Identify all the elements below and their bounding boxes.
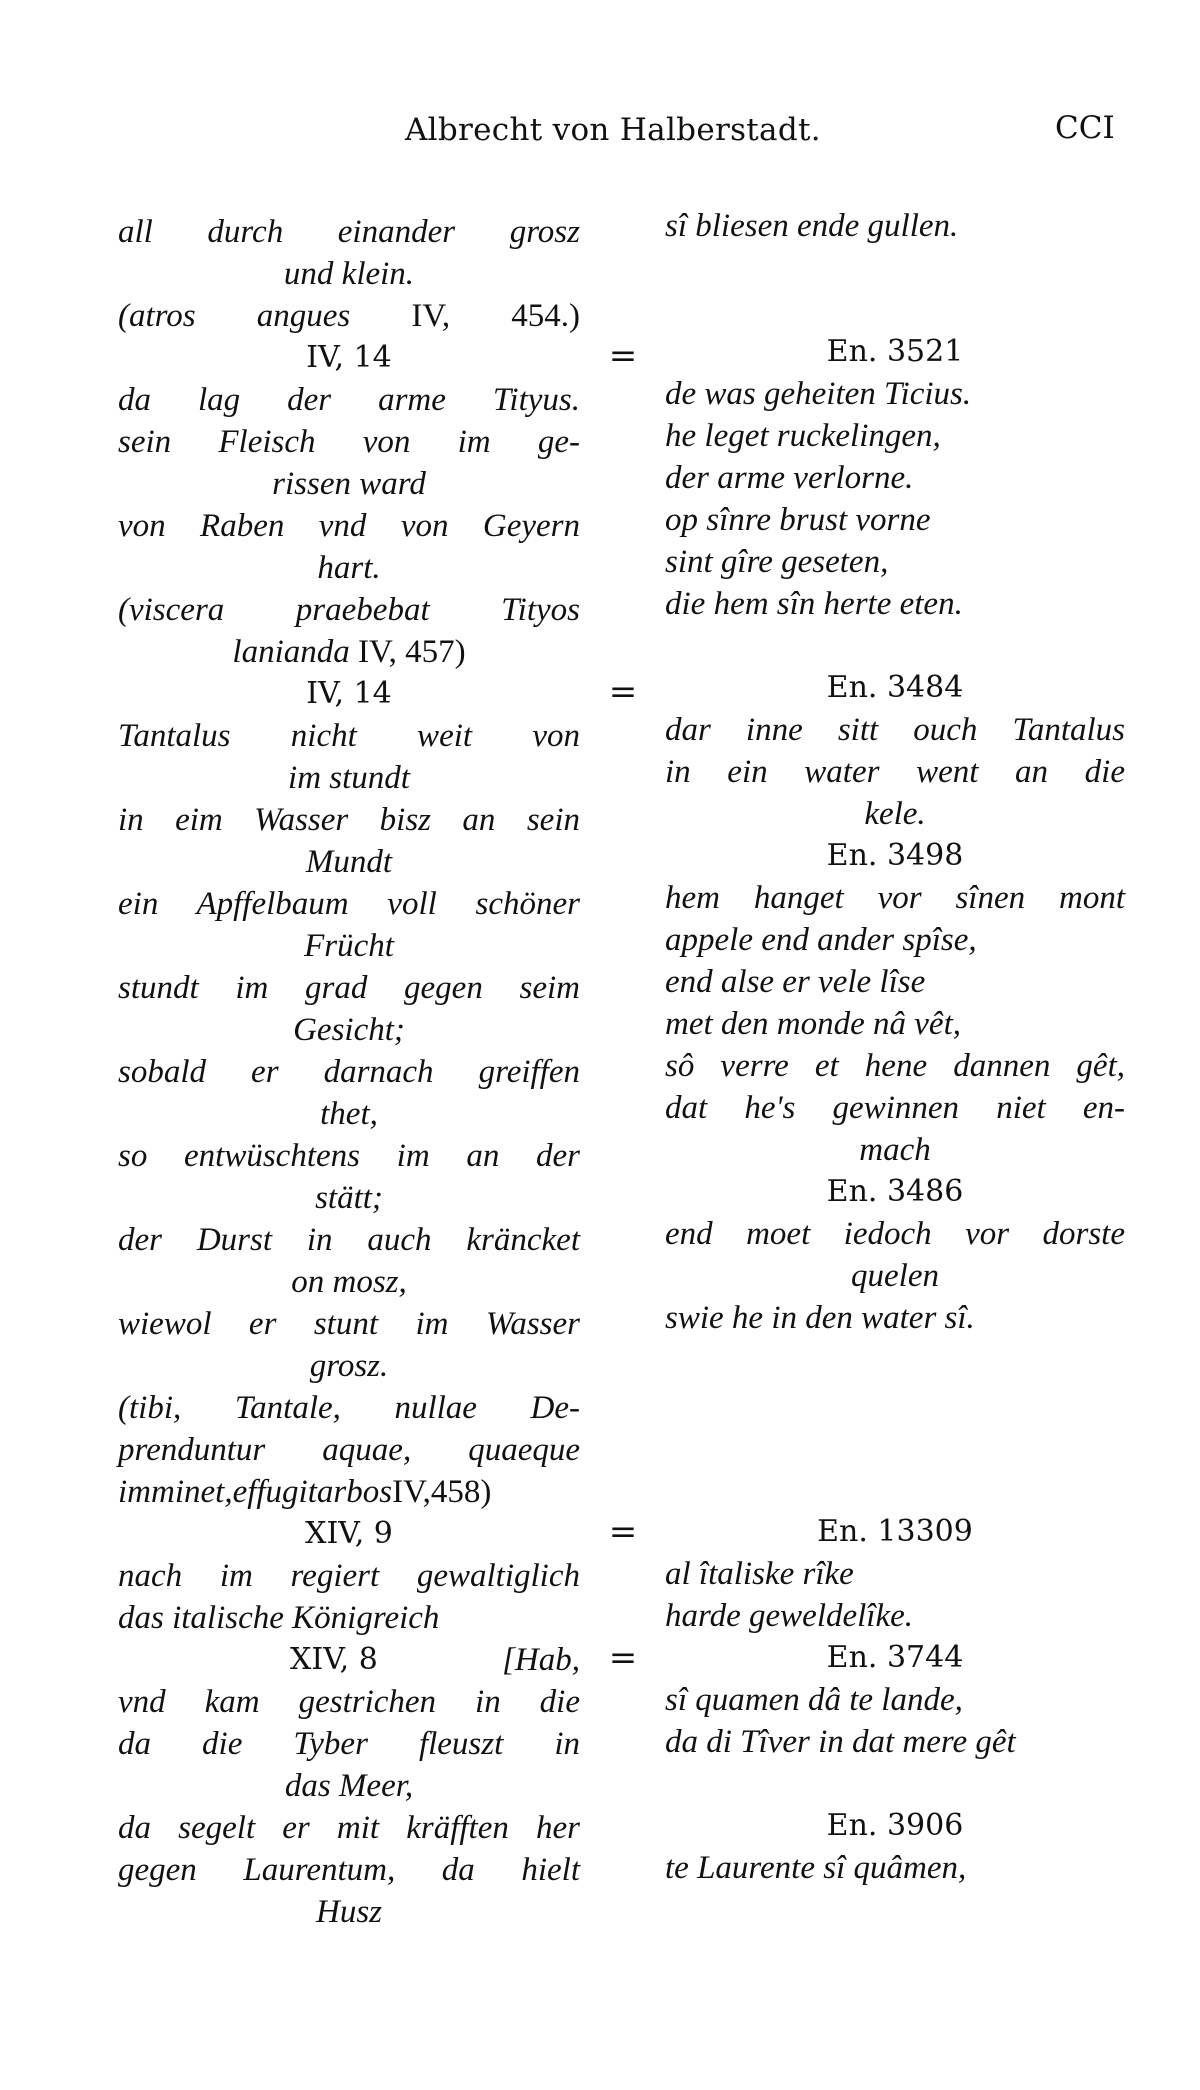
left-line: Frücht (304, 928, 394, 964)
equals-sign: = (608, 1638, 638, 1678)
left-line: im stundt (288, 760, 410, 796)
right-line: dar inne sitt ouch Tantalus (665, 712, 1125, 748)
left-line: stätt; (315, 1180, 383, 1216)
left-line: vnd kam gestrichen in die (118, 1684, 580, 1720)
right-line: sint gîre geseten, (665, 544, 889, 580)
left-line: on mosz, (291, 1264, 407, 1300)
right-line: harde geweldelîke. (665, 1598, 914, 1634)
right-reference: En. 3486 (826, 1174, 964, 1209)
left-line: wiewol er stunt im Wasser (118, 1306, 580, 1342)
right-reference: En. 3906 (826, 1808, 964, 1843)
left-line: all durch einander grosz (118, 214, 580, 250)
left-line: thet, (320, 1096, 378, 1132)
right-reference: En. 3484 (826, 670, 964, 705)
left-reference: IV, 14 (306, 340, 392, 375)
left-line: Husz (315, 1894, 383, 1930)
left-reference: XIV, 9 (305, 1516, 393, 1551)
left-line: sobald er darnach greiffen (118, 1054, 580, 1090)
left-reference: XIV, 8 (290, 1642, 378, 1677)
right-line: sô verre et hene dannen gêt, (665, 1048, 1125, 1084)
left-line: so entwüschtens im an der (118, 1138, 580, 1174)
left-line-text: imminet,effugitarbos (118, 1474, 393, 1510)
right-line: met den monde nâ vêt, (665, 1006, 961, 1042)
right-line: te Laurente sî quâmen, (665, 1850, 967, 1886)
left-line-ref: IV, 454.) (411, 298, 580, 334)
right-line: mach (859, 1132, 931, 1168)
left-line-ref: IV,458) (392, 1474, 492, 1510)
left-line-ref: IV, 457) (358, 634, 466, 670)
left-line: von Raben vnd von Geyern (118, 508, 580, 544)
right-line: appele end ander spîse, (665, 922, 977, 958)
left-line: Mundt (305, 844, 393, 880)
right-line: quelen (851, 1258, 939, 1294)
left-reference: IV, 14 (306, 676, 392, 711)
page-number: CCI (1055, 110, 1115, 146)
header-title: Albrecht von Halberstadt. (405, 112, 821, 148)
left-line: das Meer, (284, 1768, 414, 1804)
right-line: swie he in den water sî. (665, 1300, 975, 1336)
left-line: grosz. (309, 1348, 389, 1384)
left-line (118, 632, 580, 672)
left-line: (viscera praebebat Tityos (118, 592, 580, 628)
right-line: end alse er vele lîse (665, 964, 926, 1000)
right-line: in ein water went an die (665, 754, 1125, 790)
left-line: gegen Laurentum, da hielt (118, 1852, 580, 1888)
right-reference: En. 3498 (826, 838, 964, 873)
equals-sign: = (608, 672, 638, 712)
left-line: der Durst in auch kräncket (118, 1222, 580, 1258)
left-line (118, 1472, 580, 1512)
right-reference: En. 3744 (826, 1640, 964, 1675)
right-line: hem hanget vor sînen mont (665, 880, 1125, 916)
left-line: rissen ward (272, 466, 426, 502)
right-line: da di Tîver in dat mere gêt (665, 1724, 1016, 1760)
left-line: und klein. (283, 256, 415, 292)
right-line: he leget ruckelingen, (665, 418, 941, 454)
right-line: end moet iedoch vor dorste (665, 1216, 1125, 1252)
left-line-text: lanianda (232, 634, 359, 670)
left-line: Gesicht; (293, 1012, 405, 1048)
right-line: de was geheiten Ticius. (665, 376, 972, 412)
equals-sign: = (608, 336, 638, 376)
left-line: nach im regiert gewaltiglich (118, 1558, 580, 1594)
right-line: al îtaliske rîke (665, 1556, 854, 1592)
left-line (118, 296, 580, 336)
left-line: das italische Königreich (118, 1600, 440, 1636)
right-line: kele. (864, 796, 926, 832)
left-line: (tibi, Tantale, nullae De- (118, 1390, 580, 1426)
left-line: da die Tyber fleuszt in (118, 1726, 580, 1762)
right-line: die hem sîn herte eten. (665, 586, 963, 622)
equals-sign: = (608, 1512, 638, 1552)
left-line-text: (atros angues (118, 298, 412, 334)
left-line: stundt im grad gegen seim (118, 970, 580, 1006)
left-line: in eim Wasser bisz an sein (118, 802, 580, 838)
right-line: op sînre brust vorne (665, 502, 931, 538)
right-line: dat he's gewinnen niet en- (665, 1090, 1125, 1126)
left-line: da lag der arme Tityus. (118, 382, 580, 418)
right-line: sî bliesen ende gullen. (665, 208, 959, 244)
left-line: hart. (317, 550, 381, 586)
left-line: da segelt er mit kräfften her (118, 1810, 580, 1846)
right-line: der arme verlorne. (665, 460, 914, 496)
left-line: sein Fleisch von im ge- (118, 424, 580, 460)
right-reference: En. 13309 (817, 1514, 973, 1549)
left-line: prenduntur aquae, quaeque (118, 1432, 580, 1468)
right-reference: En. 3521 (826, 334, 964, 369)
left-line-text: [Hab, (502, 1642, 580, 1678)
left-line: ein Apffelbaum voll schöner (118, 886, 580, 922)
left-line: Tantalus nicht weit von (118, 718, 580, 754)
right-line: sî quamen dâ te lande, (665, 1682, 963, 1718)
